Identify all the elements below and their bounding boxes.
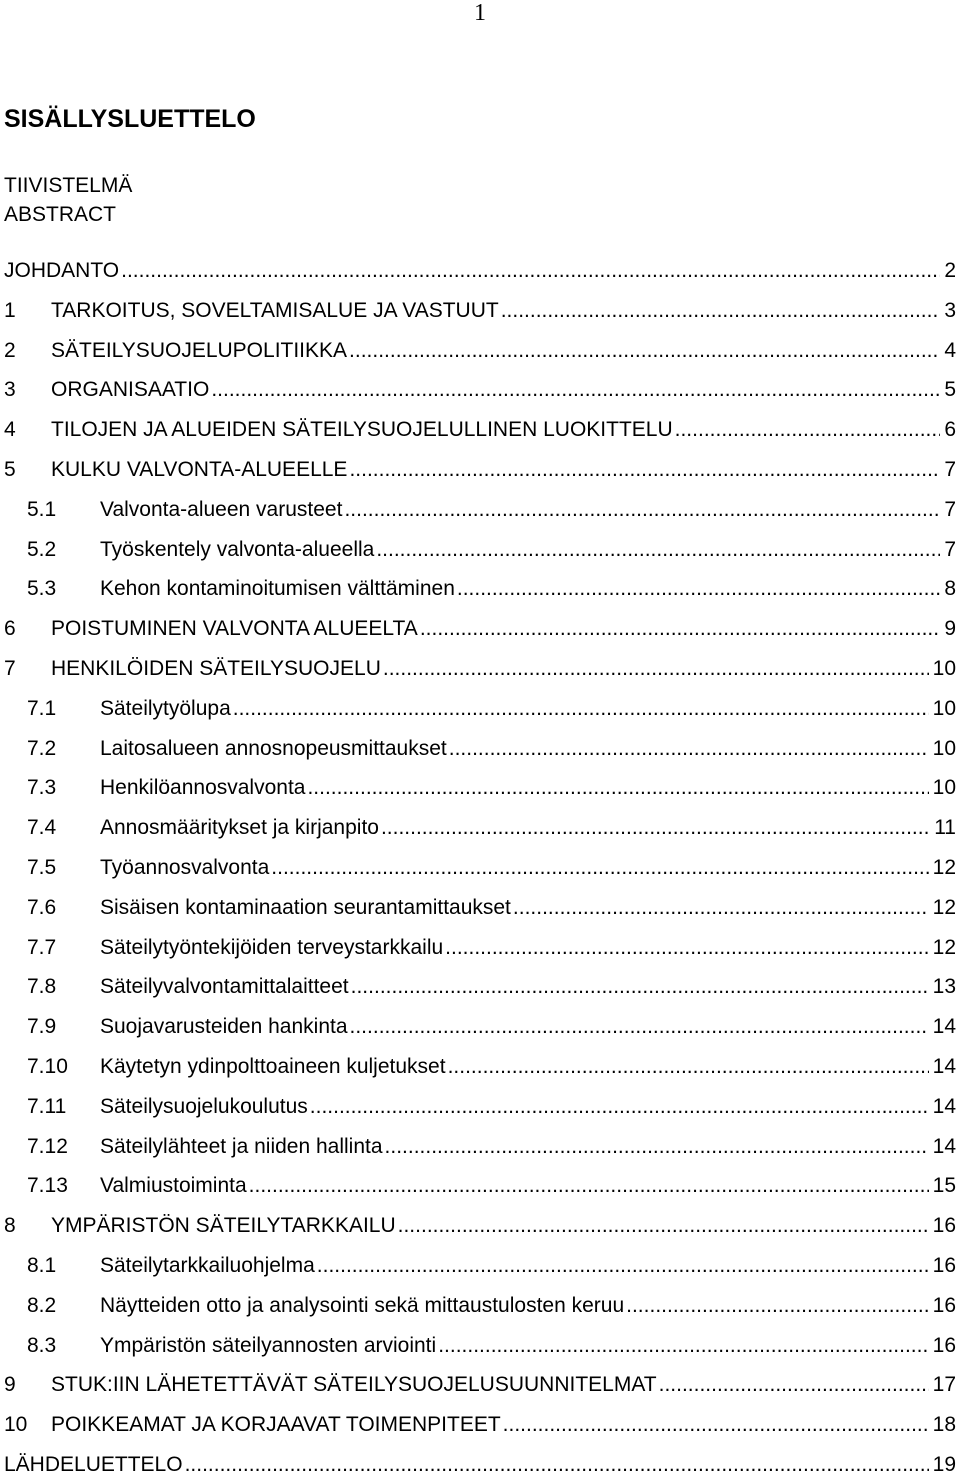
toc-entry-title: JOHDANTO: [4, 259, 120, 282]
toc-entry[interactable]: [0, 854, 960, 882]
toc-entry[interactable]: [0, 1371, 960, 1399]
toc-dot-leader: [249, 1172, 929, 1200]
toc-dot-leader: [381, 814, 930, 842]
toc-entry-page-number: 19: [932, 1453, 956, 1476]
toc-dot-leader: [351, 973, 929, 1001]
toc-entry-title: KULKU VALVONTA-ALUEELLE: [51, 458, 348, 481]
toc-dot-leader: [349, 337, 940, 365]
toc-entry-page-number: 7: [944, 538, 956, 561]
front-matter-tiivistelma: TIIVISTELMÄ: [4, 174, 133, 197]
toc-entry-number: 8: [4, 1214, 16, 1237]
toc-entry-title: Käytetyn ydinpolttoaineen kuljetukset: [100, 1055, 446, 1078]
toc-entry-title: Henkilöannosvalvonta: [100, 776, 306, 799]
toc-dot-leader: [376, 536, 940, 564]
toc-entry[interactable]: [0, 894, 960, 922]
toc-entry-page-number: 10: [932, 737, 956, 760]
toc-entry-number: 7: [4, 657, 16, 680]
toc-entry-title: SÄTEILYSUOJELUPOLITIIKKA: [51, 339, 348, 362]
toc-dot-leader: [317, 1252, 929, 1280]
toc-entry[interactable]: [0, 1292, 960, 1320]
toc-dot-leader: [121, 257, 940, 285]
toc-entry-page-number: 11: [934, 816, 956, 839]
toc-dot-leader: [503, 1411, 929, 1439]
toc-entry-page-number: 12: [932, 856, 956, 879]
toc-dot-leader: [448, 1053, 929, 1081]
toc-entry-title: LÄHDELUETTELO: [4, 1453, 183, 1476]
toc-entry[interactable]: [0, 1093, 960, 1121]
toc-entry-page-number: 10: [932, 697, 956, 720]
toc-entry-page-number: 2: [944, 259, 956, 282]
toc-entry[interactable]: [0, 416, 960, 444]
toc-entry-page-number: 15: [932, 1174, 956, 1197]
toc-entry[interactable]: [0, 1252, 960, 1280]
toc-entry-title: Säteilyvalvontamittalaitteet: [100, 975, 349, 998]
toc-dot-leader: [271, 854, 928, 882]
toc-entry-page-number: 9: [944, 617, 956, 640]
toc-entry-title: TARKOITUS, SOVELTAMISALUE JA VASTUUT: [51, 299, 499, 322]
toc-entry-number: 7.10: [27, 1055, 68, 1078]
toc-entry[interactable]: [0, 1053, 960, 1081]
toc-entry-title: Säteilysuojelukoulutus: [100, 1095, 308, 1118]
toc-entry[interactable]: [0, 1133, 960, 1161]
toc-entry-number: 5.2: [27, 538, 57, 561]
toc-dot-leader: [420, 615, 940, 643]
toc-dot-leader: [438, 1332, 928, 1360]
toc-entry-page-number: 14: [932, 1095, 956, 1118]
toc-entry[interactable]: [0, 615, 960, 643]
toc-entry-page-number: 14: [932, 1135, 956, 1158]
toc-entry-title: Suojavarusteiden hankinta: [100, 1015, 348, 1038]
toc-dot-leader: [383, 655, 929, 683]
toc-dot-leader: [513, 894, 929, 922]
toc-entry-number: 7.4: [27, 816, 57, 839]
toc-entry-title: Ympäristön säteilyannosten arviointi: [100, 1334, 437, 1357]
toc-entry-page-number: 6: [944, 418, 956, 441]
toc-entry-number: 10: [4, 1413, 28, 1436]
toc-entry-number: 7.6: [27, 896, 57, 919]
front-matter-abstract: ABSTRACT: [4, 203, 117, 226]
toc-entry-number: 4: [4, 418, 16, 441]
toc-entry[interactable]: [0, 257, 960, 285]
toc-entry-number: 5.1: [27, 498, 57, 521]
toc-entry-page-number: 16: [932, 1254, 956, 1277]
toc-entry-title: Säteilylähteet ja niiden hallinta: [100, 1135, 383, 1158]
toc-dot-leader: [211, 376, 940, 404]
toc-entry-page-number: 12: [932, 896, 956, 919]
toc-dot-leader: [310, 1093, 929, 1121]
toc-entry-title: Laitosalueen annosnopeusmittaukset: [100, 737, 447, 760]
toc-entry-page-number: 14: [932, 1015, 956, 1038]
toc-entry-page-number: 16: [932, 1214, 956, 1237]
toc-entry-title: Sisäisen kontaminaation seurantamittaukset: [100, 896, 511, 919]
toc-entry-page-number: 17: [932, 1373, 956, 1396]
toc-entry[interactable]: [0, 774, 960, 802]
toc-entry-page-number: 14: [932, 1055, 956, 1078]
toc-dot-leader: [398, 1212, 929, 1240]
toc-entry-number: 9: [4, 1373, 16, 1396]
toc-entry[interactable]: [0, 655, 960, 683]
toc-entry-number: 8.2: [27, 1294, 57, 1317]
toc-entry-page-number: 13: [932, 975, 956, 998]
toc-entry-page-number: 18: [932, 1413, 956, 1436]
toc-dot-leader: [501, 297, 941, 325]
toc-dot-leader: [457, 575, 940, 603]
page-number: 1: [474, 0, 486, 26]
toc-entry-page-number: 12: [932, 936, 956, 959]
toc-entry-page-number: 10: [932, 776, 956, 799]
toc-entry-page-number: 10: [932, 657, 956, 680]
toc-entry[interactable]: [0, 496, 960, 524]
toc-dot-leader: [344, 496, 940, 524]
toc-entry-title: Työannosvalvonta: [100, 856, 270, 879]
toc-entry-title: Näytteiden otto ja analysointi sekä mittaustulosten keruu: [100, 1294, 625, 1317]
toc-dot-leader: [350, 1013, 929, 1041]
toc-heading: SISÄLLYSLUETTELO: [4, 105, 256, 133]
toc-entry-title: Valmiustoiminta: [100, 1174, 247, 1197]
toc-entry-title: Annosmääritykset ja kirjanpito: [100, 816, 379, 839]
toc-entry[interactable]: [0, 814, 960, 842]
toc-entry-number: 7.11: [27, 1095, 67, 1118]
toc-entry[interactable]: [0, 456, 960, 484]
toc-dot-leader: [385, 1133, 929, 1161]
toc-entry[interactable]: [0, 1411, 960, 1439]
toc-entry[interactable]: [0, 536, 960, 564]
toc-entry-page-number: 7: [944, 498, 956, 521]
toc-entry-page-number: 5: [944, 378, 956, 401]
toc-dot-leader: [626, 1292, 929, 1320]
toc-entry-page-number: 16: [932, 1334, 956, 1357]
toc-entry-number: 8.3: [27, 1334, 57, 1357]
toc-entry-title: STUK:IIN LÄHETETTÄVÄT SÄTEILYSUOJELUSUUNNITELMAT: [51, 1373, 657, 1396]
toc-entry-number: 7.5: [27, 856, 57, 879]
toc-entry-title: HENKILÖIDEN SÄTEILYSUOJELU: [51, 657, 381, 680]
toc-entry-page-number: 4: [944, 339, 956, 362]
toc-dot-leader: [675, 416, 941, 444]
toc-entry-number: 7.13: [27, 1174, 68, 1197]
toc-dot-leader: [449, 735, 929, 763]
toc-entry-number: 6: [4, 617, 16, 640]
toc-entry[interactable]: [0, 1172, 960, 1200]
toc-entry-title: YMPÄRISTÖN SÄTEILYTARKKAILU: [51, 1214, 396, 1237]
toc-entry[interactable]: [0, 973, 960, 1001]
toc-entry[interactable]: [0, 1332, 960, 1360]
toc-entry-number: 7.1: [27, 697, 57, 720]
toc-entry[interactable]: [0, 1013, 960, 1041]
toc-entry-title: Säteilytyöntekijöiden terveystarkkailu: [100, 936, 444, 959]
toc-entry[interactable]: [0, 735, 960, 763]
toc-entry[interactable]: [0, 695, 960, 723]
toc-entry-number: 1: [4, 299, 16, 322]
toc-entry-page-number: 3: [944, 299, 956, 322]
toc-entry-number: 5.3: [27, 577, 57, 600]
toc-entry-title: Säteilytyölupa: [100, 697, 231, 720]
toc-entry-number: 7.7: [27, 936, 57, 959]
toc-entry-title: ORGANISAATIO: [51, 378, 210, 401]
toc-dot-leader: [307, 774, 928, 802]
toc-entry-number: 7.2: [27, 737, 57, 760]
toc-dot-leader: [659, 1371, 929, 1399]
toc-entry-number: 5: [4, 458, 16, 481]
toc-entry-title: Säteilytarkkailuohjelma: [100, 1254, 315, 1277]
toc-entry-title: TILOJEN JA ALUEIDEN SÄTEILYSUOJELULLINEN LUOKITTELU: [51, 418, 673, 441]
toc-entry-number: 7.12: [27, 1135, 68, 1158]
toc-entry-title: Kehon kontaminoitumisen välttäminen: [100, 577, 455, 600]
toc-entry-title: Valvonta-alueen varusteet: [100, 498, 343, 521]
toc-entry-page-number: 8: [944, 577, 956, 600]
toc-entry-number: 2: [4, 339, 16, 362]
toc-entry-number: 7.3: [27, 776, 57, 799]
toc-entry[interactable]: [0, 1212, 960, 1240]
toc-entry-title: POIKKEAMAT JA KORJAAVAT TOIMENPITEET: [51, 1413, 501, 1436]
toc-entry-page-number: 7: [944, 458, 956, 481]
toc-entry[interactable]: [0, 575, 960, 603]
toc-dot-leader: [349, 456, 940, 484]
toc-entry-number: 7.8: [27, 975, 57, 998]
toc-entry-title: Työskentely valvonta-alueella: [100, 538, 375, 561]
toc-entry-page-number: 16: [932, 1294, 956, 1317]
toc-dot-leader: [233, 695, 929, 723]
toc-entry[interactable]: [0, 297, 960, 325]
toc-entry-number: 7.9: [27, 1015, 57, 1038]
toc-entry-title: POISTUMINEN VALVONTA ALUEELTA: [51, 617, 418, 640]
toc-entry-number: 8.1: [27, 1254, 57, 1277]
toc-entry[interactable]: [0, 376, 960, 404]
toc-entry-number: 3: [4, 378, 16, 401]
toc-dot-leader: [445, 934, 928, 962]
toc-entry[interactable]: [0, 337, 960, 365]
toc-entry[interactable]: [0, 934, 960, 962]
